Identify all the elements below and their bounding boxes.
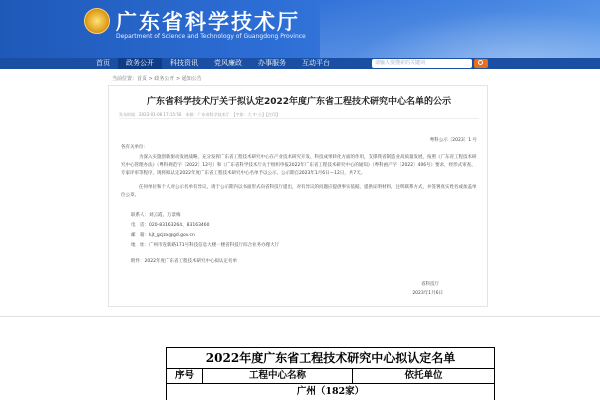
signature-org: 省科技厅 — [421, 282, 439, 287]
candidate-list-table — [166, 347, 495, 400]
main-nav — [0, 58, 600, 69]
header-decoration — [320, 0, 600, 58]
paragraph-1: 为深入实施创新驱动发展战略，充分发挥广东省工程技术研究中心在产业技术研究开发、科技成果转化方面的作用，支撑我省制造业高质量发展，按照《广东省工程技术研究中心管理办法》（粤科规范字〔2022〕12号）和《广东省科学技术厅关于组织申报2022年广东省工程技术研究中心的通知》（粤科函产字〔2022〕406号）要求，经形式审查、专家评审等程序，现将拟认定2022年度广东省工程技术研究中心名单予以公示，公示期自2023年1月6日—12日，共7天。 — [121, 155, 477, 176]
document-number: 粤科公示〔2023〕1 号 — [429, 138, 477, 143]
greeting-text: 各有关单位： — [121, 145, 148, 150]
site-subtitle: Department of Science and Technology of Guangdong Province — [116, 33, 306, 40]
contact-address: 地 址：广州市连新路171号科技信息大楼一楼省科技厅综合业务办理大厅 — [131, 243, 280, 248]
article-card — [108, 85, 488, 307]
article-meta: 发布时间：2023-01-06 17:15:56 来源：广东省科学技术厅 【字体：大 中 小】【打印】 — [119, 112, 479, 119]
search-button[interactable] — [474, 59, 488, 68]
emblem-icon — [84, 8, 110, 34]
site-header — [0, 0, 600, 58]
contact-email[interactable]: 邮 箱：kjt_gcjzx@gd.gov.cn — [131, 233, 195, 238]
nav-item-home[interactable]: 首页 — [96, 59, 110, 67]
attachment-link[interactable]: 附件：2022年度广东省工程技术研究中心拟认定名单 — [131, 259, 237, 264]
site-title[interactable]: 广东省科学技术厅 — [116, 9, 300, 34]
signature-date: 2023年1月6日 — [412, 291, 443, 296]
contact-person: 联系人：刘云霞、万景梅 — [131, 213, 181, 218]
table-title: 2022年度广东省工程技术研究中心拟认定名单 — [205, 351, 456, 365]
nav-item-integrity[interactable]: 党风廉政 — [214, 59, 242, 67]
search-icon — [478, 60, 483, 65]
nav-item-interaction[interactable]: 互动平台 — [302, 59, 330, 67]
header-index: 序号 — [167, 369, 203, 383]
section-divider — [0, 316, 600, 317]
nav-items — [88, 58, 338, 69]
contact-phone: 电 话：020-83163264、83163460 — [131, 223, 210, 228]
article-title: 广东省科学技术厅关于拟认定2022年度广东省工程技术研究中心名单的公示 — [146, 97, 452, 107]
table-header-row — [167, 368, 494, 383]
search-input[interactable]: 请输入要搜索的关键词 — [372, 59, 472, 68]
breadcrumb[interactable]: 当前位置：首页 > 政务公开 > 通知公告 — [112, 76, 202, 82]
nav-item-tech-news[interactable]: 科技资讯 — [170, 59, 198, 67]
group-row-guangzhou: 广州（182家） — [167, 383, 494, 400]
header-host-unit: 依托单位 — [404, 370, 443, 381]
header-center-name: 工程中心名称 — [203, 369, 353, 383]
paragraph-2: 任何单位和个人对公示名单有异议，请于公示期内以书面形式向省科技厅提出，对有异议的问题应提供事实依据，提供证明材料，注明联系方式，并签署真实姓名或加盖单位公章。 — [121, 185, 477, 198]
nav-item-gov-affairs[interactable]: 政务公开 — [118, 58, 162, 69]
nav-item-services[interactable]: 办事服务 — [258, 59, 286, 67]
